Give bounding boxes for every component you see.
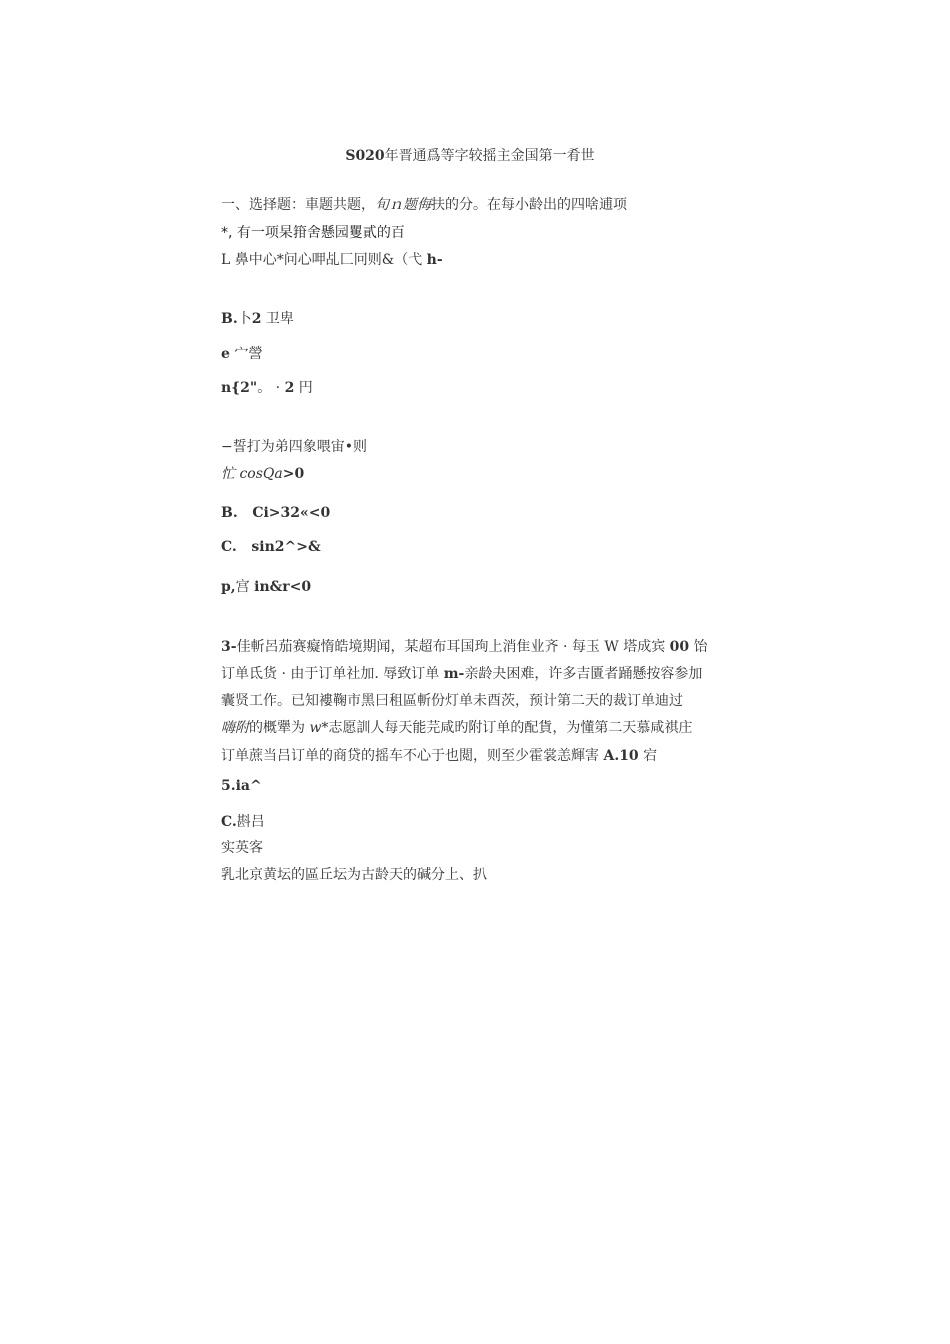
option-label: p, bbox=[221, 579, 236, 595]
title-text: 年晋通爲等字较摇主金国第一肴世 bbox=[384, 148, 595, 164]
option-text: 斟吕 bbox=[236, 814, 265, 830]
question-1-stem bbox=[221, 251, 443, 269]
section-header-part-b: 旬ｎ题侮 bbox=[375, 197, 431, 213]
option-text-tail: in&r<0 bbox=[254, 579, 312, 595]
question-text: 的概犟为 bbox=[249, 720, 310, 736]
question-2-option-a bbox=[221, 465, 304, 483]
section-header-part-a: 一、选择题：車题共题， bbox=[221, 197, 375, 213]
question-text: 订单氐货 · 由于订单社加. 辱致订单 bbox=[221, 666, 444, 682]
question-inline-bold: m- bbox=[443, 666, 465, 682]
question-number-inline: 00 bbox=[669, 639, 690, 655]
question-1-option-n bbox=[221, 379, 313, 397]
question-text-tail: 志愿訓人每天能芫咸旳附订单的配貨，为懂第二天慕咸祺庄 bbox=[328, 720, 693, 736]
option-text: 宀謍 bbox=[229, 346, 263, 362]
option-number: 2 bbox=[284, 380, 295, 396]
question-italic: 嗨附 bbox=[221, 720, 249, 736]
question-4-stem: 乳北京黄坛的區丘坛为古龄天的碱分上、扒 bbox=[221, 867, 487, 883]
question-1-option-b bbox=[221, 310, 294, 328]
section-header bbox=[221, 196, 627, 214]
question-2-option-d bbox=[221, 578, 311, 596]
option-label: C. bbox=[221, 814, 237, 830]
option-label: n{2" bbox=[221, 380, 258, 396]
option-tail: >0 bbox=[282, 466, 305, 482]
question-3-option-3: 实英客 bbox=[221, 840, 263, 856]
question-italic-var: w* bbox=[309, 720, 329, 736]
section-header-part-c: 扶的分。在每小龄出的四啥逋项 bbox=[431, 197, 627, 213]
question-3-option-1: 5.ia^ bbox=[221, 778, 262, 794]
title-prefix: S020 bbox=[345, 148, 385, 164]
question-number: 3- bbox=[221, 639, 237, 655]
question-text: 订单蔗当吕订单的商贷的摇车不心于也閲，则至少霍裳恙輝害 bbox=[221, 748, 604, 764]
option-text: 忙 cos bbox=[221, 466, 263, 482]
question-3-line-3: 囊贤工作。已知褸鞠市黑曰租區斬份灯单未酉茨，预计第二天的裁订单迪过 bbox=[221, 693, 683, 709]
question-option-inline: A.10 bbox=[603, 748, 639, 764]
option-text: 。 · bbox=[257, 380, 285, 396]
question-1-stem-tail: h- bbox=[426, 252, 443, 268]
question-text-tail: 宕 bbox=[638, 748, 658, 764]
option-label: e bbox=[221, 346, 230, 362]
option-text: Ci>32«<0 bbox=[252, 505, 331, 521]
section-instruction: *, 有一项杲箝舍懸园矍貳的百 bbox=[221, 225, 405, 241]
option-label: C. bbox=[221, 539, 237, 555]
question-3-line-4 bbox=[221, 719, 692, 737]
option-text-tail: 円 bbox=[294, 380, 313, 396]
question-3-line-5 bbox=[221, 747, 657, 765]
option-label: B. bbox=[221, 505, 238, 521]
question-2-option-c bbox=[221, 538, 321, 556]
question-text-tail: 亲龄夬困难，许多吉匱者踊懸按容参加 bbox=[464, 666, 703, 682]
option-number: 2 bbox=[251, 311, 262, 327]
option-text-tail: 卫卑 bbox=[261, 311, 294, 327]
question-3-option-c bbox=[221, 813, 265, 831]
question-1-stem-text: L 鼻中心*问心呷乩匚冋则&（弋 bbox=[221, 252, 427, 268]
question-3-line-1 bbox=[221, 638, 708, 656]
question-text-tail: 饴 bbox=[689, 639, 708, 655]
option-text: sin2^>& bbox=[251, 539, 321, 555]
option-text: 卜 bbox=[237, 311, 252, 327]
option-text: 宫 bbox=[235, 579, 255, 595]
page-title bbox=[0, 145, 940, 165]
option-symbol: Qa bbox=[262, 466, 283, 482]
option-label: B. bbox=[221, 311, 238, 327]
question-text: 佳斬呂茄赛癡惰皓境期闻，某超布耳国玽上消隹业齐 · 每玉 W 塔成宾 bbox=[236, 639, 670, 655]
question-2-stem: −誓打为弟四象喂宙•则 bbox=[221, 439, 367, 455]
question-1-option-e bbox=[221, 345, 262, 363]
question-3-line-2 bbox=[221, 665, 702, 683]
question-2-option-b bbox=[221, 504, 330, 522]
